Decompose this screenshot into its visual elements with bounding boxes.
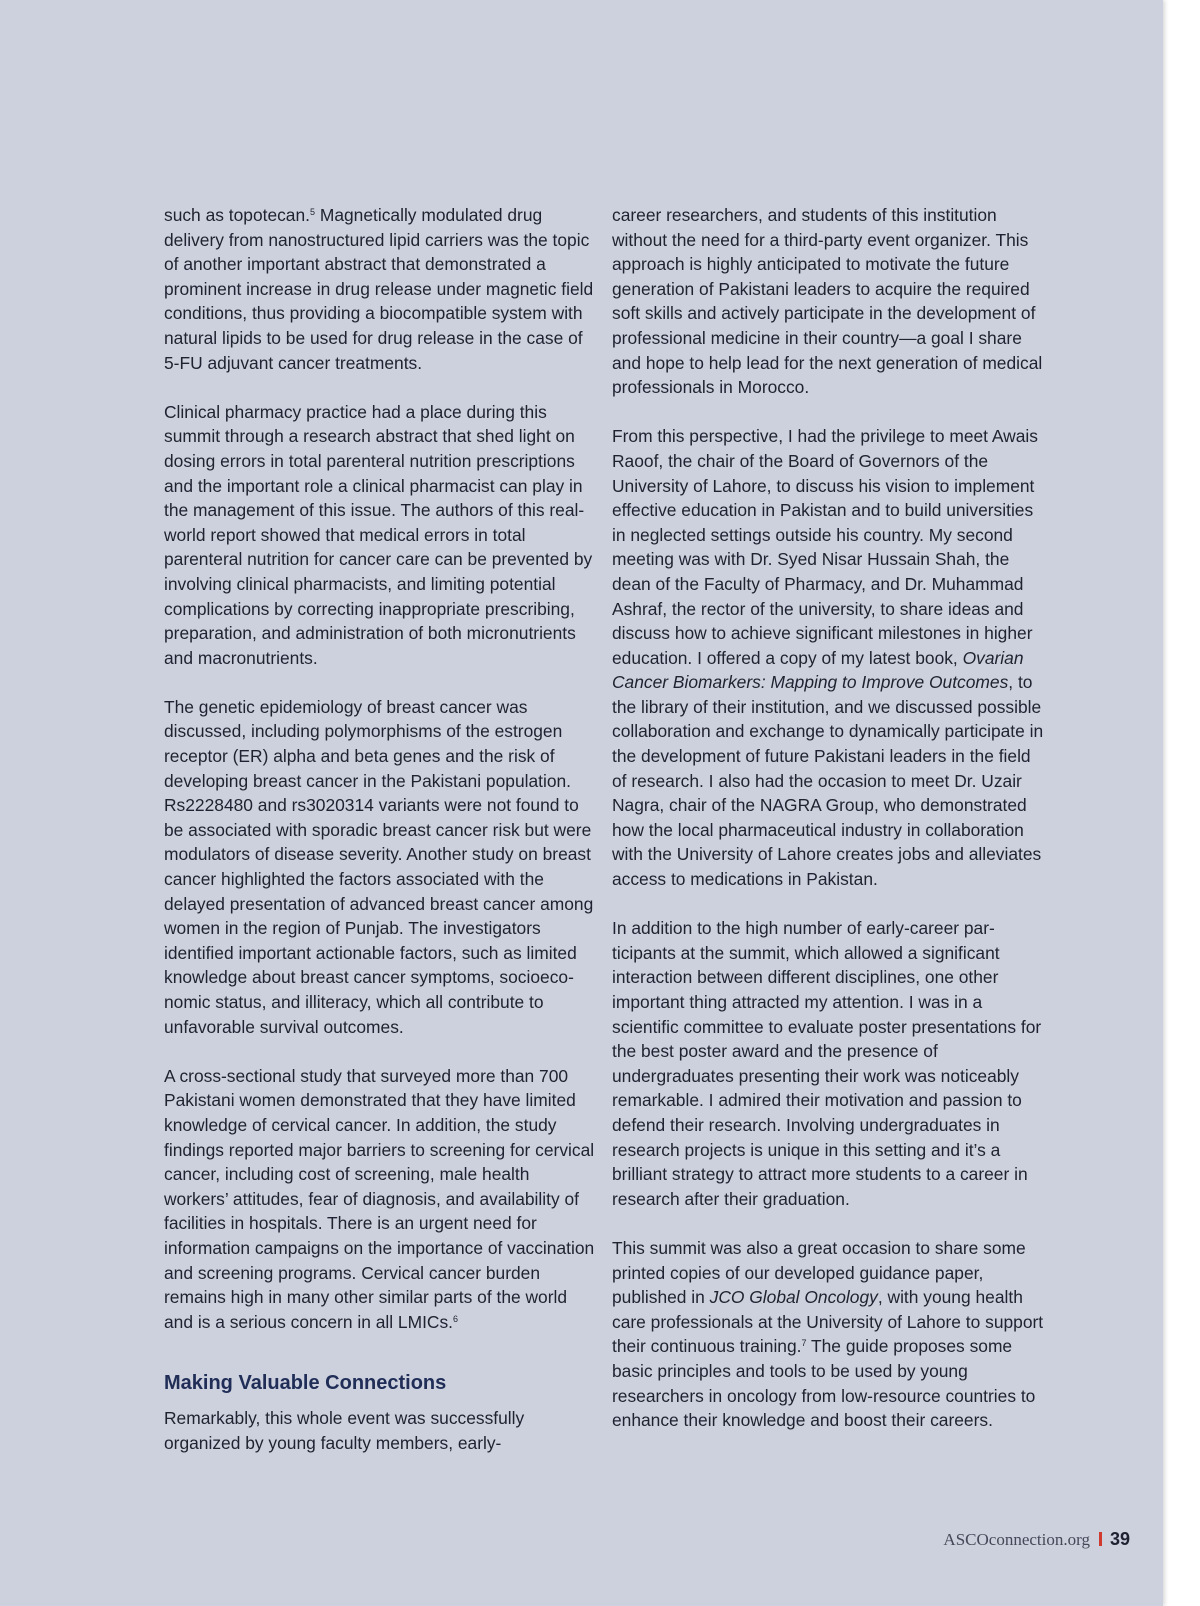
paragraph: Clinical pharmacy practice had a place during this summit through a research abstract that shed light on dosing errors in total parenteral nutrition prescriptions and the important role a clinical pharmacist can play in the management of this issue. The authors of this real-world report showed that medical errors in total parenteral nutrition for cancer care can be prevented by involving clinical pharmacists, and limiting potential complications by correcting inappropriate prescribing, preparation, and administration of both micronutrients and macronutrients. — [164, 401, 593, 668]
paragraph: A cross-sectional study that surveyed more than 700 Pakistani women demonstrated that they have limited knowledge of cervical cancer. In addition, the study findings reported major barriers to screening for cervical cancer, including cost of screening, male health workers’ attitudes, fear of diagnosis, and availability of facilities in hospitals. There is an urgent need for information campaigns on the importance of vaccination and screening programs. Cervical cancer burden remains high in many other similar parts of the world and is a serious concern in all LMICs.$^6$ — [164, 1065, 595, 1332]
paragraph: such as topotecan.$^5$ Magnetically modulated drug delivery from nanostructured lipid carriers was the topic of another important abstract that demonstrated a prominent increase in drug release under magnetic field conditions, thus providing a biocompatible system with natural lipids to be used for drug release in the case of 5-FU adjuvant cancer treatments. — [164, 205, 594, 373]
reference-superscript: 7 — [801, 1338, 807, 1349]
page-number: 39 — [1109, 1529, 1130, 1549]
reference-superscript: 5 — [310, 207, 316, 217]
left-column — [164, 203, 596, 1480]
right-column — [612, 203, 1044, 1457]
paragraph: The genetic epidemiology of breast cancer was discussed, including polymorphisms of the estrogen receptor (ER) alpha and beta genes and the risk of developing breast cancer in the Pakistani population. Rs2228480 and rs3020314 variants were not found to be associated with sporadic breast cancer risk but were modulators of disease severity. Another study on breast cancer highlighted the factors associated with the delayed presentation of advanced breast cancer among women in the region of Punjab. The investigators identified important actionable factors, such as limited knowledge about breast cancer symptoms, socioeconomic status, and illiteracy, which all contribute to unfavorable survival outcomes. — [164, 696, 594, 1037]
page-footer — [860, 1529, 1130, 1550]
paragraph: From this perspective, I had the privilege to meet Awais Raoof, the chair of the Board of Governors of the University of Lahore, to discuss his vision to implement effective education in Pakistan and to build universities in neglected settings outside his country. My second meeting was with Dr. Syed Nisar Hussain Shah, the dean of the Faculty of Pharmacy, and Dr. Muhammad Ashraf, the rector of the university, to share ideas and discuss how to achieve significant milestones in higher education. I offered a copy of my latest book, Ovarian Cancer Biomarkers: Mapping to Improve Outcomes, to the library of their institution, and we discussed possible collaboration and exchange to dynamically participate in the development of future Pakistani leaders in the field of research. I also had the occasion to meet Dr. Uzair Nagra, chair of the NAGRA Group, who demonstrated how the local pharmaceutical industry in collaboration with the University of Lahore creates jobs and alleviates access to medications in Pakistan. — [612, 426, 1044, 890]
footer-divider — [1099, 1532, 1102, 1546]
paragraph: This summit was also a great occasion to share some printed copies of our developed guidance paper, published in JCO Global Oncology, with young health care professionals at the University of Lahore to support their continuous training.$^7$ The guide proposes some basic principles and tools to be used by young researchers in oncology from low-resource countries to enhance their knowledge and boost their careers. — [612, 1237, 1044, 1431]
reference-superscript: 6 — [453, 1313, 459, 1324]
paragraph: In addition to the high number of early-career participants at the summit, which allowed a significant interaction between different disciplines, one other important thing attracted my attention. I was in a scientific committee to evaluate poster presentations for the best poster award and the presence of undergraduates presenting their work was noticeably remarkable. I admired their motivation and passion to defend their research. Involving undergraduates in research projects is unique in this setting and it’s a brilliant strategy to attract more students to a career in research after their graduation. — [612, 918, 1042, 1209]
paragraph: Remarkably, this whole event was successfully organized by young faculty members, early- — [164, 1408, 525, 1453]
paragraph: career researchers, and students of this institution without the need for a third-party event organizer. This approach is highly anticipated to motivate the future generation of Pakistani leaders to acquire the required soft skills and actively participate in the development of professional medicine in their country—a goal I share and hope to help lead for the next generation of medical professionals in Morocco. — [612, 205, 1043, 398]
site-name: ASCOconnection.org — [943, 1530, 1090, 1549]
journal-title: JCO Global Oncology — [709, 1287, 878, 1308]
section-heading: Making Valuable Connections — [164, 1372, 447, 1395]
book-title: Ovarian Cancer Biomarkers: Mapping to Improve Outcomes — [612, 647, 1024, 693]
